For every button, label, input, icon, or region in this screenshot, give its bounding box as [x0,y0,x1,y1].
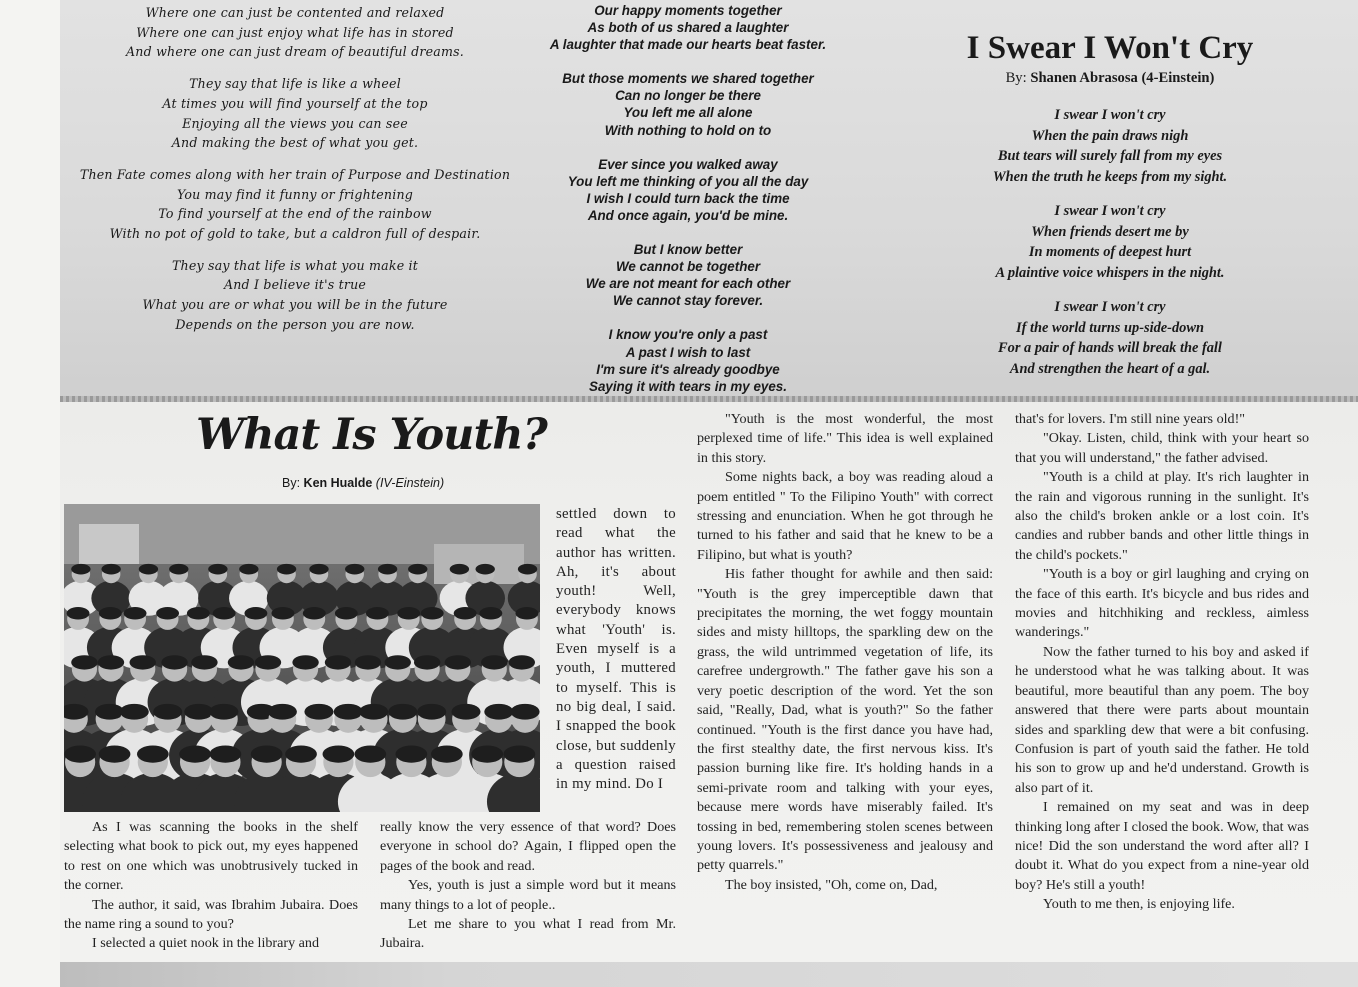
poem-line: We cannot stay forever. [612,293,764,309]
person-hair [277,564,296,575]
person-hair [268,704,297,720]
person-hair [417,704,446,720]
poem-line: You left me thinking of you all the day [567,173,809,189]
poem-left [62,3,528,347]
poem-middle-stanza-3 [530,156,846,224]
person-hair [209,704,238,720]
poem-line: With no pot of gold to take, but a caldron full of despair. [109,226,481,242]
person-hair [445,655,471,669]
person-hair [515,607,538,619]
poem-line: We cannot be together [615,259,761,275]
person-hair [251,745,283,762]
person-hair [454,607,477,619]
poem-line: To find yourself at the end of the rainbow [158,206,432,222]
person-hair [471,745,503,762]
person-hair [228,655,254,669]
byline-label: By: [282,476,301,490]
person-hair [484,704,513,720]
group-photo-image [64,504,540,812]
poem-line: With nothing to hold on to [604,122,772,138]
person-hair [354,745,386,762]
poem-right-stanza-2 [955,201,1265,283]
poem-middle-stanza-2 [530,70,846,138]
poem-line: But I know better [633,242,743,258]
person-hair [451,704,480,720]
article-paragraph: that's for lovers. I'm still nine years old!" [1015,411,1246,427]
person-hair [450,564,469,575]
person-hair [509,655,535,669]
article-paragraph: really know the very essence of that word? Does everyone in school do? Again, I flipped open the pages of the book and read. [380,819,676,874]
poem-middle-stanza-1 [530,2,846,53]
person-hair [120,704,149,720]
poem-line: Then Fate comes along with her train of Purpose and Destination [79,166,511,182]
person-hair [414,655,440,669]
person-hair [255,655,281,669]
poem-line: When the pain draws nigh [1031,127,1189,144]
poem-line: When the truth he keeps from my sight. [992,168,1228,185]
poem-line: Saying it with tears in my eyes. [589,378,787,394]
article-paragraph: The boy insisted, "Oh, come on, Dad, [725,876,938,893]
poem-line: I swear I won't cry [1054,299,1166,315]
person-hair [511,704,540,720]
poem-left-stanza-2 [62,74,528,153]
poem-right-stanza-3 [955,297,1265,379]
person-hair [481,655,507,669]
person-hair [355,655,381,669]
poem-line: And once again, you'd be mine. [587,207,789,223]
poem-line: A laughter that made our hearts beat faster. [549,37,827,53]
article-author-section: (IV-Einstein) [375,476,445,490]
person-hair [408,564,427,575]
poem-line: Where one can just enjoy what life has in stored [136,24,454,40]
person-hair [303,607,326,619]
article-paragraph: Let me share to you what I read from Mr. Jubaira. [380,916,676,952]
poem-line: Where one can just be contented and relaxed [145,5,445,20]
person-hair [396,745,428,762]
person-hair [184,704,213,720]
poem-line: I wish I could turn back the time [586,190,790,206]
poem-line: For a pair of hands will break the fall [998,340,1222,356]
article-paragraph: His father thought for awhile and then said: "Youth is the grey imperceptible dawn that precipitates the morning, the wet foggy mountain sides and misty hilltops, the sparkling dew on the grass, the wild untrimmed vegetation of life, its carefree undergrowth." The father gave his son a very poetic description of the word. Yet the son said, "Really, Dad, what is youth?" So the father continued. "Youth is the first dance you have had, the first stealthy date, the first nervous kiss. It's passion burning like fire. It's holding hands in a semi-private room and talking with your eyes, because mere words have miserably failed. It's tossing in bed, remembering stolen scenes between young lovers. It's possessiveness and jealousy and petty quarrels." [697,566,993,874]
person-hair [244,607,267,619]
person-hair [378,564,397,575]
person-hair [156,607,179,619]
person-hair [98,655,124,669]
person-hair [476,564,495,575]
poem-line: Can no longer be there [615,88,761,104]
person-hair [71,655,97,669]
person-hair [345,564,364,575]
person-hair [292,655,318,669]
poem-line: I swear I won't cry [1054,203,1166,219]
poem-middle [530,2,846,412]
poem-line: I swear I won't cry [1054,107,1166,123]
person-hair [139,564,158,575]
poem-line: I know you're only a past [608,327,768,343]
article-column-2 [380,818,676,954]
article-column-3 [697,410,993,895]
person-hair [359,704,388,720]
person-hair [479,607,502,619]
person-hair [99,607,122,619]
person-hair [101,564,120,575]
article-column-1 [64,818,358,954]
person-hair [169,564,188,575]
person-hair [334,704,363,720]
poem-line: A past I wish to last [625,344,751,360]
person-hair [161,655,187,669]
article-paragraph: Some nights back, a boy was reading aloud a poem entitled " To the Filipino Youth" with correct stressing and enunciation. When he got through he turned to his father and said that he knew to be a Filipino, but what is youth? [697,469,993,563]
article-paragraph: Yes, youth is just a simple word but it means many things to a lot of people.. [380,877,676,913]
poem-right-stanzas [955,105,1265,379]
poem-line: I'm sure it's already goodbye [596,361,780,377]
person-hair [335,607,358,619]
article-paragraph: I remained on my seat and was in deep thinking long after I closed the book. Wow, that was nice! Did the son understand the word after all? I doubt it. What do you expect from a nine-year old boy? He's still a youth! [1015,799,1309,893]
person-hair [323,745,355,762]
poem-middle-stanza-5 [530,326,846,394]
person-hair [397,607,420,619]
person-hair [64,745,96,762]
person-hair [210,745,242,762]
person-hair [191,655,217,669]
poem-line: And I believe it's true [223,277,367,293]
poem-line: But those moments we shared together [562,71,814,87]
poem-line: You left me all alone [623,105,753,121]
poem-right [955,28,1265,393]
poem-line: A plaintive voice whispers in the night. [995,264,1225,281]
poem-line: But tears will surely fall from my eyes [997,148,1223,164]
person-hair [71,564,90,575]
article-paragraph: The author, it said, was Ibrahim Jubaira. Does the name ring a sound to you? [64,896,358,933]
article-paragraph: I selected a quiet nook in the library and [92,935,319,952]
poem-line: And strengthen the heart of a gal. [1009,360,1211,377]
poem-title: I Swear I Won't Cry [966,30,1254,66]
person-hair [421,607,444,619]
article-paragraph: "Okay. Listen, child, think with your heart so that you will understand," the father advised. [1015,430,1309,466]
article-title: What Is Youth? [196,410,547,460]
poem-line: What you are or what you will be in the future [142,297,448,313]
article-paragraph: "Youth is the most wonderful, the most perplexed time of life." This idea is well explained in this story. [697,411,993,466]
person-hair [153,704,182,720]
person-hair [208,564,227,575]
person-hair [239,564,258,575]
poem-line: In moments of deepest hurt [1028,244,1192,260]
poem-line: And where one can just dream of beautiful dreams. [126,44,464,60]
poem-line: As both of us shared a laughter [587,20,789,36]
article-column-4 [1015,410,1309,915]
poem-byline [955,70,1265,87]
byline-label: By: [1005,70,1027,86]
article-paragraph: settled down to read what the author has written. Ah, it's about youth! Well, everybody knows what 'Youth' is. Even myself is a youth, I muttered to myself. This is no big deal, I said. I snapped the book close, but suddenly a question raised in my mind. Do I [556,506,676,793]
article-paragraph: "Youth is a child at play. It's rich laughter in the rain and vigorous running in the sunlight. It's also the child's broken ankle or a lost coin. It's candies and rubber bands and other little things in the child's pockets." [1015,469,1309,563]
poem-left-stanza-1 [62,3,528,62]
poem-right-stanza-1 [955,105,1265,187]
person-hair [179,745,211,762]
article-byline [282,476,444,490]
poem-line: They say that life is like a wheel [189,76,401,92]
poem-line: They say that life is what you make it [171,257,419,273]
person-hair [271,607,294,619]
poem-line: When friends desert me by [1031,223,1189,240]
poem-line: Depends on the person you are now. [175,316,415,332]
bottom-strip [60,962,1358,987]
poem-line: Enjoying all the views you can see [182,115,408,131]
group-photo [64,504,540,812]
poem-left-stanza-4 [62,256,528,335]
poem-line: Our happy moments together [594,3,782,18]
person-hair [366,607,389,619]
poem-line: If the world turns up-side-down [1016,319,1204,336]
person-hair [130,655,156,669]
article-paragraph: Youth to me then, is enjoying life. [1043,896,1235,913]
person-hair [431,745,463,762]
person-hair [388,704,417,720]
person-hair [137,745,169,762]
poem-line: Ever since you walked away [598,156,778,172]
person-hair [95,704,124,720]
person-hair [99,745,131,762]
person-hair [285,745,317,762]
person-hair [518,564,537,575]
poem-middle-stanza-4 [530,241,846,309]
article-column-narrow [556,505,676,794]
person-hair [309,564,328,575]
poem-line: We are not meant for each other [585,276,791,292]
article-author: Ken Hualde [303,476,373,490]
article-paragraph: As I was scanning the books in the shelf selecting what book to pick out, my eyes happened to rest on one which was unobtrusively tucked in the corner. [64,819,358,894]
person-hair [67,607,90,619]
person-hair [304,704,333,720]
poem-line: You may find it funny or frightening [176,186,414,202]
poem-author: Shanen Abrasosa (4-Einstein) [1030,70,1215,86]
person-hair [213,607,236,619]
article-paragraph: "Youth is a boy or girl laughing and crying on the face of this earth. It's bicycle and bus rides and movies and hitchhiking and reckless, aimless wanderings." [1015,566,1309,641]
poem-line: And making the best of what you get. [171,135,419,151]
person-hair [187,607,210,619]
person-hair [124,607,147,619]
person-hair [325,655,351,669]
person-hair [385,655,411,669]
article-paragraph: Now the father turned to his boy and asked if he understood what he was talking about. It was beautiful, more beautiful than any poem. The boy answered that there were parts about mountain sides and sparkling dew that were a bit confusing. Confusion is part of youth said the father. He told his son to grow up and he'd understand. Growth is also part of it. [1015,643,1309,796]
poem-left-stanza-3 [62,165,528,244]
poem-line: At times you will find yourself at the top [162,95,428,111]
person-hair [504,745,536,762]
